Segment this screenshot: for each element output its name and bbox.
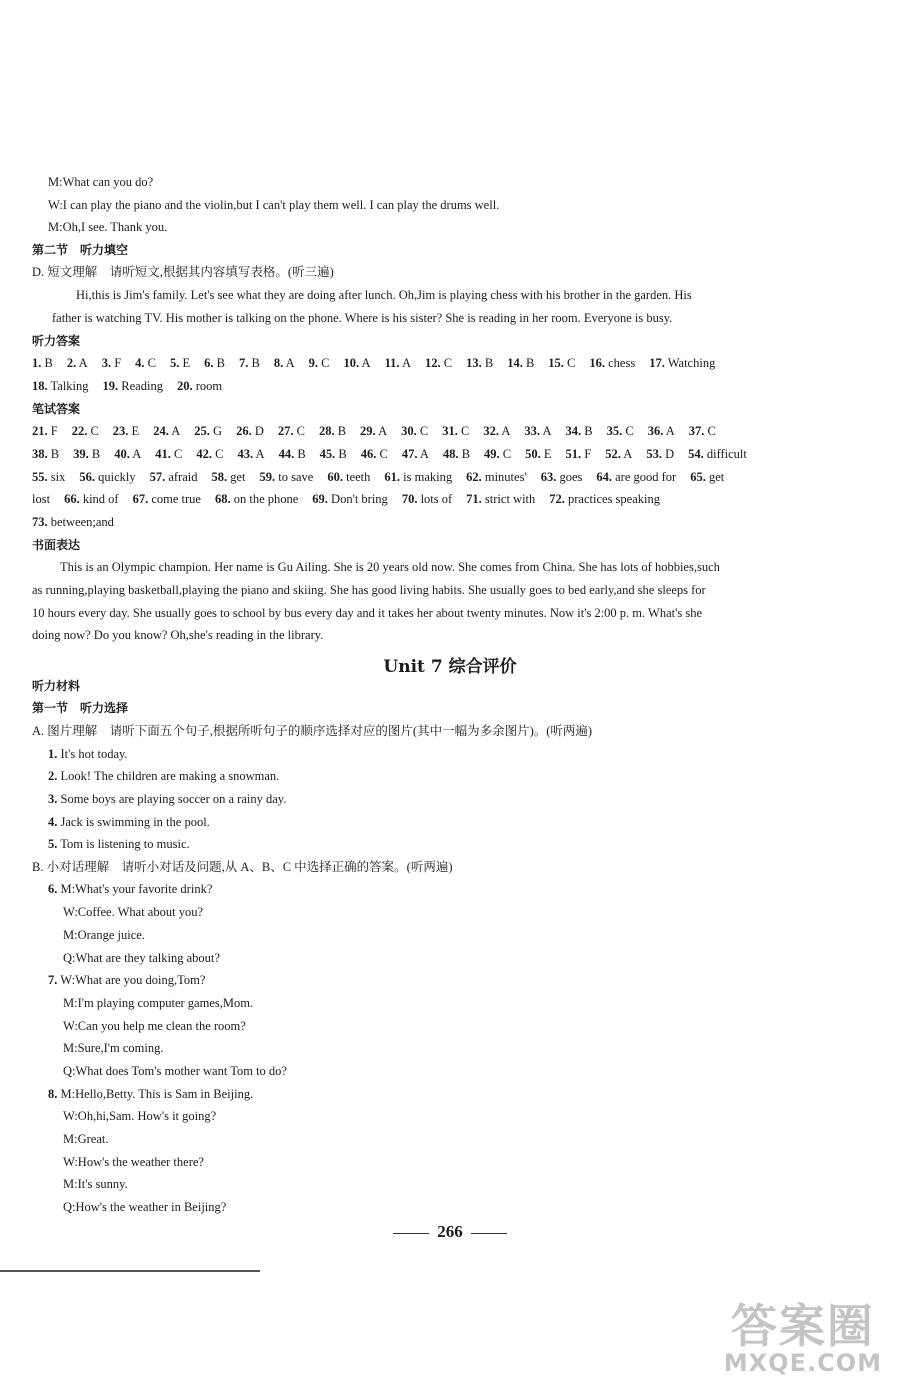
answer-number: 48. [442,447,459,461]
answer-value: C [440,356,453,370]
answer-value: kind of [79,492,119,506]
answer-number: 55. [32,470,48,484]
list-item: 1. It's hot today. [48,747,128,761]
answer-value: get [227,470,246,484]
answer-value: C [376,447,388,461]
answer-number: 4. [135,356,145,370]
answer-number: 23. [112,424,129,438]
answer-value: C [704,424,716,438]
answer-row [32,355,729,371]
answer-value: A [129,447,142,461]
dialog-line: M:I'm playing computer games,Mom. [63,996,254,1010]
answer-number: 44. [278,447,295,461]
answer-item [327,469,370,485]
answer-item [73,446,100,462]
answer-number: 71. [466,492,482,506]
answer-item [312,491,388,507]
part-instruction: B. 小对话理解 请听小对话及问题,从 A、B、C 中选择正确的答案。(听两遍) [32,860,453,874]
answer-item [155,446,182,462]
answer-item [596,469,676,485]
answer-item [607,423,634,439]
answer-value: B [248,356,260,370]
answer-item [688,446,747,462]
answer-item [32,491,50,507]
answer-item [32,446,59,462]
answer-value: C [563,356,576,370]
answer-row [32,378,236,394]
answer-number: 12. [425,356,441,370]
answer-item [67,355,88,371]
answer-number: 14. [507,356,523,370]
answer-item [648,423,675,439]
answer-value: G [209,424,223,438]
answer-number: 21. [32,424,48,438]
answer-item [194,423,222,439]
answer-item [344,355,371,371]
answer-number: 20. [176,379,193,393]
answer-row [32,469,738,485]
dialog-line: Q:How's the weather in Beijing? [63,1200,227,1214]
answer-value: C [212,447,224,461]
answer-value: lots of [417,492,453,506]
answer-value: C [293,424,305,438]
answer-value: B [481,356,494,370]
answer-number: 69. [312,492,328,506]
answer-number: 6. [204,356,214,370]
answer-item [72,423,99,439]
answer-number: 2. [66,356,77,370]
answer-value: C [416,424,429,438]
answer-value: chess [605,356,636,370]
answer-value: C [622,424,634,438]
answer-value: practices speaking [564,492,660,506]
answer-item [402,446,429,462]
answer-number: 50. [525,447,541,461]
answer-value: F [47,424,58,438]
answer-value: B [88,447,101,461]
answer-item [114,446,141,462]
answer-item [466,355,493,371]
answer-number: 52. [605,447,621,461]
answer-item [135,355,156,371]
answer-value: D [251,424,264,438]
answer-value: C [170,447,183,461]
answer-value: Watching [664,356,716,370]
answer-value: Talking [47,379,89,393]
answer-item [204,355,225,371]
dialog-line: 7. W:What are you doing,Tom? [48,973,206,987]
answer-item [32,355,53,371]
answer-item [274,355,295,371]
answer-number: 40. [114,447,130,461]
answer-number: 53. [646,447,662,461]
answer-number: 7. [238,356,249,370]
answer-value: A [417,447,429,461]
part-instruction: D. 短文理解 请听短文,根据其内容填写表格。(听三遍) [32,265,334,279]
list-item: 5. Tom is listening to music. [48,837,190,851]
answer-value: C [144,356,156,370]
answer-value: A [283,356,295,370]
answer-number: 28. [318,424,335,438]
part-instruction: A. 图片理解 请听下面五个句子,根据所听句子的顺序选择对应的图片(其中一幅为多余图片)。(听两遍) [32,724,593,738]
dialog-line: W:Oh,hi,Sam. How's it going? [63,1109,217,1123]
answer-item [113,423,139,439]
answer-number: 59. [259,470,276,484]
dialog-line: Q:What are they talking about? [63,951,220,965]
answer-number: 30. [401,424,417,438]
answer-item [32,514,114,530]
dialog-line: M:Oh,I see. Thank you. [48,220,168,234]
answer-number: 65. [690,470,706,484]
answer-item [425,355,452,371]
answer-value: to save [275,470,314,484]
answer-item [360,423,387,439]
answer-value: B [41,356,53,370]
dialog-line: M:What can you do? [48,175,154,189]
answer-value: D [661,447,675,461]
answer-value: B [522,356,535,370]
answer-number: 26. [236,424,252,438]
list-item: 2. Look! The children are making a snowman. [48,769,280,783]
answer-number: 42. [196,447,212,461]
answer-item [32,423,58,439]
answer-number: 68. [214,492,231,506]
answer-value: goes [556,470,583,484]
answer-item [548,355,575,371]
section-heading: 书面表达 [32,538,81,552]
answer-item [589,355,635,371]
answer-value: E [540,447,552,461]
writing-line: 10 hours every day. She usually goes to school by bus every day and it takes her about twenty minutes. Now it's 2:00 p. m. What's she [32,606,703,620]
answer-item [689,423,716,439]
answer-item [177,378,222,394]
answer-number: 22. [71,424,88,438]
answer-value: room [192,379,223,393]
answer-number: 35. [606,424,623,438]
answer-number: 11. [384,356,400,370]
answer-item [320,446,347,462]
answer-item [103,378,163,394]
answer-value: A [168,424,181,438]
answer-number: 39. [73,447,89,461]
answer-number: 47. [401,447,418,461]
answer-value: B [335,447,347,461]
watermark-url: MXQE.COM [723,1349,882,1377]
answer-item [170,355,190,371]
answer-value: on the phone [230,492,299,506]
answer-number: 43. [237,447,254,461]
answer-value: B [458,447,471,461]
answer-item [541,469,583,485]
dialog-line: M:Orange juice. [63,928,145,942]
answer-number: 49. [484,447,500,461]
answer-item [443,446,470,462]
answer-value: F [581,447,592,461]
answer-item [605,446,632,462]
answer-item [690,469,724,485]
answer-number: 15. [548,356,564,370]
answer-value: come true [148,492,201,506]
answer-row [32,491,674,507]
answer-value: A [498,424,511,438]
answer-number: 33. [524,424,541,438]
answer-number: 27. [277,424,294,438]
watermark-text: 答案圈 [730,1299,875,1353]
answer-value: A [663,424,675,438]
answer-number: 70. [401,492,418,506]
answer-number: 24. [153,424,169,438]
answer-item [384,469,452,485]
passage-line: Hi,this is Jim's family. Let's see what they are doing after lunch. Oh,Jim is playing chess with his brother in the garden. His [76,288,692,302]
page-number-dash [471,1233,507,1234]
dialog-line: 6. M:What's your favorite drink? [48,882,213,896]
answer-number: 36. [647,424,664,438]
answer-value: teeth [342,470,371,484]
answer-number: 34. [565,424,582,438]
answer-number: 17. [649,356,665,370]
answer-value: C [499,447,512,461]
section-heading: 笔试答案 [32,402,81,416]
answer-item [402,491,452,507]
answer-item [442,423,469,439]
answer-value: F [111,356,122,370]
answer-number: 1. [32,356,42,370]
answer-number: 57. [149,470,166,484]
answer-item [309,355,330,371]
answer-value: lost [32,492,51,506]
answer-value: A [253,447,265,461]
answer-item [466,491,535,507]
answer-value: C [87,424,99,438]
writing-line: This is an Olympic champion. Her name is Gu Ailing. She is 20 years old now. She comes from China. She has lots of hobbies,such [60,560,720,574]
answer-item [566,446,592,462]
answer-item [466,469,527,485]
section-heading: 听力答案 [32,334,81,348]
answer-item [549,491,660,507]
answer-item [279,446,306,462]
answer-number: 64. [596,470,612,484]
answer-value: A [399,356,411,370]
page-number: 266 [0,1222,900,1242]
watermark-logo [723,1299,882,1377]
answer-value: A [76,356,88,370]
list-item: 4. Jack is swimming in the pool. [48,815,210,829]
answer-value: minutes' [481,470,527,484]
answer-number: 31. [442,424,458,438]
answer-value: A [359,356,371,370]
answer-value: B [47,447,60,461]
answer-value: get [705,470,725,484]
answer-item [236,423,264,439]
dialog-line: 8. M:Hello,Betty. This is Sam in Beijing. [48,1087,254,1101]
answer-number: 51. [565,447,582,461]
answer-value: B [581,424,593,438]
answer-number: 63. [540,470,557,484]
answer-row [32,423,730,439]
dialog-line: M:It's sunny. [63,1177,128,1191]
answer-value: Don't bring [327,492,388,506]
answer-number: 72. [549,492,565,506]
answer-value: B [294,447,306,461]
answer-number: 13. [466,356,482,370]
answer-number: 38. [32,447,48,461]
answer-number: 18. [32,379,48,393]
answer-row [32,446,761,462]
answer-item [524,423,551,439]
dialog-line: Q:What does Tom's mother want Tom to do? [63,1064,287,1078]
answer-value: E [179,356,191,370]
answer-number: 25. [194,424,210,438]
section-heading: 第二节 听力填空 [32,243,129,257]
answer-item [319,423,346,439]
answer-number: 16. [589,356,605,370]
answer-item [649,355,715,371]
writing-line: doing now? Do you know? Oh,she's reading in the library. [32,628,324,642]
page-number-dash [393,1233,429,1234]
answer-number: 8. [273,356,284,370]
answer-item [32,469,65,485]
answer-item [153,423,180,439]
answer-value: difficult [703,447,747,461]
answer-number: 19. [102,379,119,393]
answer-number: 5. [169,356,180,370]
dialog-line: W:I can play the piano and the violin,but I can't play them well. I can play the drums well. [48,198,500,212]
answer-value: E [128,424,140,438]
answer-number: 67. [132,492,149,506]
answer-item [239,355,260,371]
answer-item [150,469,198,485]
section-heading: 听力材料 [32,679,81,693]
answer-number: 66. [64,492,80,506]
writing-line: as running,playing basketball,playing the piano and skiing. She has good living habits. She usually goes to bed early,and she sleeps for [32,583,706,597]
answer-number: 56. [79,470,95,484]
answer-item [215,491,298,507]
answer-number: 58. [211,470,228,484]
answer-number: 61. [384,470,401,484]
dialog-line: M:Sure,I'm coming. [63,1041,164,1055]
answer-number: 73. [32,515,48,529]
answer-number: 32. [483,424,499,438]
answer-item [278,423,305,439]
unit-title: Unit 7 综合评价 [383,657,517,677]
answer-number: 29. [360,424,376,438]
answer-value: B [334,424,347,438]
answer-value: between;and [47,515,114,529]
answer-item [361,446,388,462]
section-heading: 第一节 听力选择 [32,701,129,715]
answer-item [32,378,89,394]
answer-item [525,446,551,462]
answer-value: afraid [165,470,198,484]
answer-number: 3. [101,356,112,370]
answer-item [79,469,135,485]
answer-number: 46. [360,447,377,461]
answer-number: 10. [343,356,360,370]
answer-item [566,423,593,439]
answer-item [102,355,121,371]
passage-line: father is watching TV. His mother is talking on the phone. Where is his sister? She is reading in her room. Everyone is busy. [52,311,673,325]
answer-number: 62. [466,470,482,484]
answer-number: 60. [327,470,343,484]
dialog-line: W:Coffee. What about you? [63,905,204,919]
answer-item [237,446,264,462]
dialog-line: W:How's the weather there? [63,1155,204,1169]
dialog-line: M:Great. [63,1132,109,1146]
answer-item [646,446,674,462]
answer-value: C [457,424,470,438]
answer-number: 37. [688,424,705,438]
answer-row [32,514,128,530]
answer-value: is making [400,470,453,484]
answer-value: Reading [118,379,163,393]
answer-item [401,423,428,439]
dialog-line: W:Can you help me clean the room? [63,1019,246,1033]
answer-item [483,423,510,439]
answer-item [507,355,534,371]
answer-value: C [318,356,330,370]
answer-value: A [375,424,388,438]
list-item: 3. Some boys are playing soccer on a rainy day. [48,792,287,806]
answer-number: 9. [308,356,319,370]
answer-value: are good for [612,470,677,484]
answer-item [212,469,246,485]
answer-item [196,446,223,462]
answer-item [484,446,511,462]
answer-value: strict with [481,492,536,506]
answer-item [260,469,314,485]
answer-item [385,355,411,371]
answer-value: B [213,356,225,370]
answer-number: 45. [319,447,336,461]
answer-item [133,491,201,507]
answer-number: 54. [688,447,704,461]
answer-value: A [540,424,552,438]
answer-value: A [620,447,633,461]
answer-value: six [47,470,66,484]
answer-item [64,491,119,507]
answer-number: 41. [155,447,171,461]
bottom-rule [0,1270,260,1272]
answer-value: quickly [94,470,136,484]
